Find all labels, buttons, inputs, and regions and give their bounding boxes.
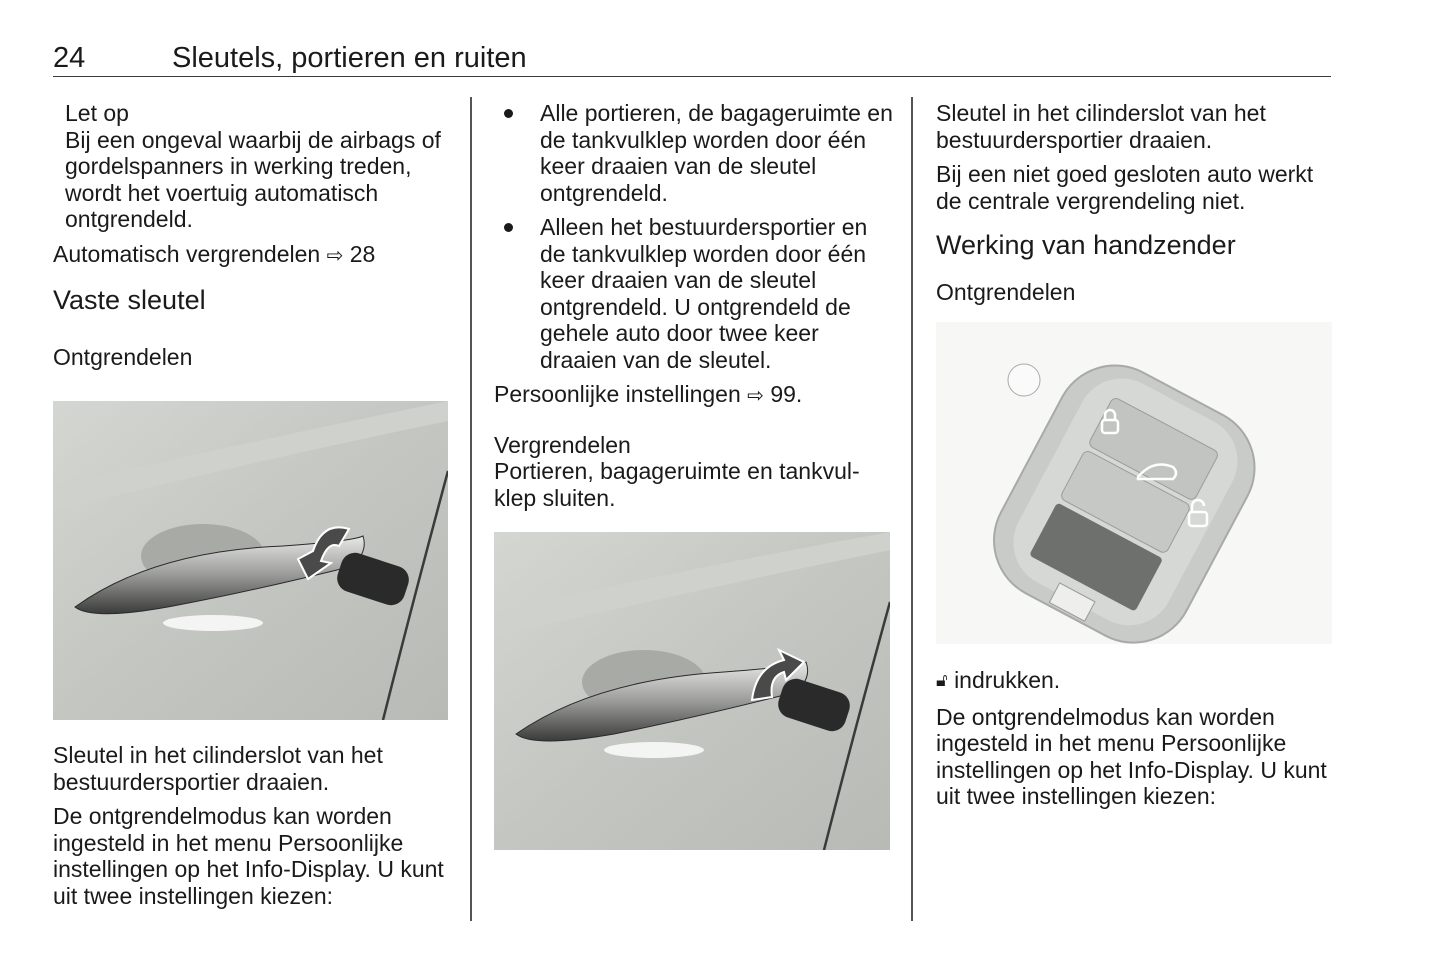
column-divider <box>470 97 472 921</box>
section-heading: Werking van handzender <box>936 230 1236 260</box>
paragraph: De ontgrendelmodus kan worden ingesteld in het menu Persoonlijke instellingen op het Info-Display. U kunt uit twee instellingen kiezen: <box>53 803 444 909</box>
column-2 <box>494 100 894 511</box>
ref-page: 99. <box>770 381 803 407</box>
unlock-icon: 🔓︎ <box>936 670 948 690</box>
door-handle-unlock-figure <box>53 401 448 720</box>
page-header <box>53 40 1331 77</box>
paragraph: Sleutel in het cilinderslot van het bestuurdersportier draaien. <box>936 100 1266 153</box>
arrow-right-icon: ⇨ <box>747 385 764 407</box>
column-3-lower <box>936 667 1336 810</box>
bullet-list <box>494 100 894 373</box>
column-divider <box>911 97 913 921</box>
cross-reference[interactable] <box>494 381 894 410</box>
cross-reference[interactable] <box>53 241 453 270</box>
bullet-icon <box>504 109 513 118</box>
chapter-title: Sleutels, portieren en ruiten <box>172 42 527 74</box>
page-number: 24 <box>53 42 86 74</box>
subsection-heading: Ontgrendelen <box>53 343 193 370</box>
door-handle-lock-figure <box>494 532 890 850</box>
note-text: Bij een ongeval waarbij de airbags of gordelspanners in werking treden, wordt het voertuig automatisch ontgrendeld. <box>65 126 441 232</box>
column-3 <box>936 100 1336 305</box>
ref-text: Automatisch vergrendelen <box>53 240 321 267</box>
press-text: indrukken. <box>954 667 1061 693</box>
paragraph: Sleutel in het cilinderslot van het bestuurdersportier draaien. <box>53 742 383 795</box>
subsection-heading: Vergrendelen <box>494 431 631 458</box>
note-title: Let op <box>65 100 129 126</box>
bullet-item: Alleen het bestuurdersportier en de tankvulklep worden door één keer draaien van de sleutel ontgrendeld. U ontgrendeld de gehele auto door twee keer draaien van de sleutel. <box>494 214 894 373</box>
instruction <box>936 667 1336 694</box>
bullet-item: Alle portieren, de bagageruimte en de tankvulklep worden door één keer draaien van de sleutel ontgrendeld. <box>494 100 894 206</box>
paragraph: Portieren, bagageruimte en tankvul-klep sluiten. <box>494 458 860 511</box>
paragraph: De ontgrendelmodus kan worden ingesteld in het menu Persoonlijke instellingen op het Info-Display. U kunt uit twee instellingen kiezen: <box>936 703 1327 809</box>
paragraph: Bij een niet goed gesloten auto werkt de centrale vergrendeling niet. <box>936 161 1314 214</box>
subsection-heading: Ontgrendelen <box>936 278 1076 305</box>
section-heading: Vaste sleutel <box>53 285 206 315</box>
key-fob-figure <box>936 322 1332 644</box>
arrow-right-icon: ⇨ <box>326 244 344 267</box>
ref-text: Persoonlijke instellingen <box>494 381 741 407</box>
note-box <box>53 100 453 233</box>
column-1-lower <box>53 742 453 909</box>
column-1 <box>53 100 453 370</box>
ref-page: 28 <box>349 240 376 267</box>
bullet-icon <box>504 223 513 232</box>
